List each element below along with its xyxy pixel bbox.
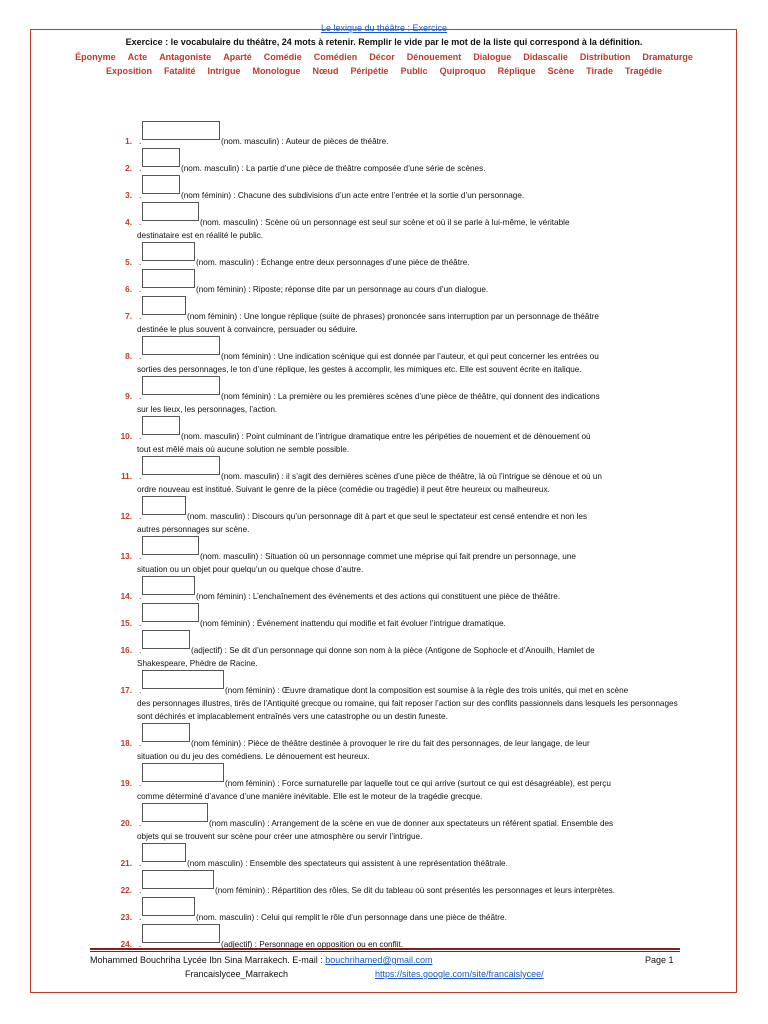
footer-divider (90, 951, 680, 952)
item-definition: (nom masculin) : Arrangement de la scène en vue de donner aux spectateurs un référent spatial. Ensemble des (209, 819, 614, 828)
item-definition-continued: objets qui se trouvent sur scène pour créer une atmosphère ou servir l’intrigue. (137, 832, 423, 841)
answer-field[interactable] (142, 803, 208, 822)
answer-field[interactable] (142, 456, 220, 475)
item-definition: (nom féminin) : Répartition des rôles. Se dit du tableau où sont présentés les personnages et leurs interprètes. (215, 886, 616, 895)
item-number: 8. (125, 352, 132, 361)
footer-divider (90, 948, 680, 950)
word-item: Décor (369, 52, 395, 62)
exercise-instruction: Exercice : le vocabulaire du théâtre, 24 mots à retenir. Remplir le vide par le mot de la liste qui correspond à la définition. (125, 37, 643, 47)
word-item: Tragédie (624, 66, 662, 76)
word-item: Antagoniste (159, 52, 212, 62)
item-number: 18. (120, 739, 132, 748)
answer-field[interactable] (142, 416, 180, 435)
word-item: Péripétie (350, 66, 389, 76)
answer-field[interactable] (142, 148, 180, 167)
item-number: 9. (125, 392, 132, 401)
item-definition: (nom féminin) : Événement inattendu qui modifie et fait évoluer l’intrigue dramatique. (200, 619, 506, 628)
item-definition: (nom. masculin) : Discours qu’un personnage dit à part et que seul le spectateur est censé entendre et non les (187, 512, 588, 521)
item-number: 5. (125, 258, 132, 267)
item-dot: . (139, 432, 142, 441)
item-definition: (nom féminin) : La première ou les premières scènes d’une pièce de théâtre, qui donnent des indications (221, 392, 600, 401)
item-dot: . (139, 592, 142, 601)
word-item: Quiproquo (439, 66, 486, 76)
item-number: 13. (120, 552, 132, 561)
footer-site-link[interactable] (375, 969, 544, 979)
answer-field[interactable] (142, 536, 199, 555)
footer-site-name: Francaislycee_Marrakech (185, 969, 289, 979)
answer-field[interactable] (142, 296, 186, 315)
word-item: Acte (127, 52, 148, 62)
item-number: 2. (125, 164, 132, 173)
item-dot: . (139, 552, 142, 561)
item-definition: (nom. masculin) : Scène où un personnage est seul sur scène et où il se parle à lui-même, le véritable (200, 218, 570, 227)
item-number: 16. (120, 646, 132, 655)
item-number: 7. (125, 312, 132, 321)
footer-page-number: Page 1 (645, 955, 674, 965)
item-dot: . (139, 779, 142, 788)
word-item: Dialogue (473, 52, 512, 62)
item-definition: (nom féminin) : Une longue réplique (suite de phrases) prononcée sans interruption par un personnage de théâtre (187, 312, 599, 321)
item-definition-continued: Shakespeare, Phèdre de Racine. (137, 659, 258, 668)
answer-field[interactable] (142, 336, 220, 355)
item-definition: (nom féminin) : Force surnaturelle par laquelle tout ce qui arrive (surtout ce qui est désagréable), est perçu (225, 779, 611, 788)
item-definition-continued: ordre nouveau est institué. Suivant le genre de la pièce (comédie ou tragédie) il peut être heureux ou malheureux. (137, 485, 550, 494)
item-definition: (adjectif) : Se dit d’un personnage qui donne son nom à la pièce (Antigone de Sophocle et d’Anouilh, Hamlet de (191, 646, 595, 655)
item-dot: . (139, 258, 142, 267)
word-item: Distribution (579, 52, 631, 62)
answer-field[interactable] (142, 897, 195, 916)
item-definition-continued: comme déterminé d’avance d’une manière inévitable. Elle est le moteur de la tragédie grecque. (137, 792, 483, 801)
item-definition: (nom. masculin) : il s’agit des dernières scènes d’une pièce de théâtre, là où l’intrigue se dénoue et où un (221, 472, 602, 481)
answer-field[interactable] (142, 576, 195, 595)
item-definition: (nom. masculin) : Celui qui remplit le rôle d’un personnage dans une pièce de théâtre. (196, 913, 507, 922)
item-dot: . (139, 646, 142, 655)
word-item: Didascalie (523, 52, 568, 62)
item-definition: (adjectif) : Personnage en opposition ou en conflit. (221, 940, 404, 949)
word-item: Aparté (223, 52, 252, 62)
item-dot: . (139, 392, 142, 401)
item-definition: (nom. masculin) : La partie d’une pièce de théâtre composée d’une série de scènes. (181, 164, 486, 173)
item-definition-continued: autres personnages sur scène. (137, 525, 250, 534)
answer-field[interactable] (142, 496, 186, 515)
answer-field[interactable] (142, 723, 190, 742)
footer-author (90, 955, 432, 965)
word-item: Éponyme (75, 52, 116, 62)
word-item: Dénouement (406, 52, 462, 62)
item-number: 20. (120, 819, 132, 828)
item-number: 3. (125, 191, 132, 200)
item-dot: . (139, 285, 142, 294)
item-dot: . (139, 512, 142, 521)
answer-field[interactable] (142, 202, 199, 221)
item-number: 22. (120, 886, 132, 895)
item-dot: . (139, 191, 142, 200)
item-definition: (nom masculin) : Ensemble des spectateurs qui assistent à une représentation théâtrale. (187, 859, 508, 868)
item-number: 1. (125, 137, 132, 146)
word-list (60, 50, 708, 78)
item-definition: (nom féminin) : Œuvre dramatique dont la composition est soumise à la règle des trois unités, qui met en scène (225, 686, 629, 695)
word-item: Nœud (312, 66, 339, 76)
word-item: Fatalité (164, 66, 196, 76)
item-dot: . (139, 472, 142, 481)
answer-field[interactable] (142, 175, 180, 194)
item-definition-continued: sur les lieux, les personnages, l’action. (137, 405, 278, 414)
word-item: Réplique (497, 66, 536, 76)
item-definition: (nom féminin) : L’enchaînement des événements et des actions qui constituent une pièce de théâtre. (196, 592, 561, 601)
item-number: 10. (120, 432, 132, 441)
item-number: 24. (120, 940, 132, 949)
item-number: 23. (120, 913, 132, 922)
item-definition: (nom. masculin) : Situation où un personnage commet une méprise qui fait prendre un personnage, une (200, 552, 576, 561)
item-definition-continued: situation ou un objet pour quelqu’un ou quelque chose d’autre. (137, 565, 364, 574)
item-dot: . (139, 312, 142, 321)
page-title[interactable]: Le lexique du théâtre : Exercice (320, 23, 448, 33)
item-definition-continued: sorties des personnages, le ton d’une réplique, les gestes à accomplir, les mimiques etc. Elle est souvent écrite en italique. (137, 365, 582, 374)
item-definition-continued: tout est mêlé mais où aucune solution ne semble possible. (137, 445, 350, 454)
word-item: Comédie (263, 52, 302, 62)
word-item: Tirade (586, 66, 613, 76)
item-number: 15. (120, 619, 132, 628)
item-definition: (nom féminin) : Une indication scénique qui est donnée par l’auteur, et qui peut concerner les entrées ou (221, 352, 599, 361)
answer-field[interactable] (142, 269, 195, 288)
word-item: Dramaturge (642, 52, 693, 62)
answer-field[interactable] (142, 870, 214, 889)
item-number: 14. (120, 592, 132, 601)
footer-site-url[interactable]: https://sites.google.com/site/francaislycee/ (375, 969, 544, 979)
answer-field[interactable] (142, 843, 186, 862)
item-number: 11. (121, 472, 132, 481)
item-number: 19. (120, 779, 132, 788)
item-dot: . (139, 859, 142, 868)
word-item: Public (400, 66, 428, 76)
answer-field[interactable] (142, 242, 195, 261)
item-definition: (nom féminin) : Pièce de théâtre destinée à provoquer le rire du fait des personnages, de leur langage, de leur (191, 739, 590, 748)
footer-email-link[interactable]: bouchrihamed@gmail.com (325, 955, 433, 965)
item-dot: . (139, 686, 142, 695)
word-item: Exposition (106, 66, 153, 76)
answer-field[interactable] (142, 924, 220, 943)
answer-field[interactable] (142, 376, 220, 395)
item-dot: . (139, 886, 142, 895)
word-item: Comédien (313, 52, 358, 62)
item-definition-continued: situation ou du jeu des comédiens. Le dénouement est heureux. (137, 752, 370, 761)
item-dot: . (139, 352, 142, 361)
item-definition: (nom féminin) : Riposte; réponse dite par un personnage au cours d’un dialogue. (196, 285, 489, 294)
item-definition-continued: des personnages illustres, tirés de l’Antiquité grecque ou romaine, qui fait reposer l’action sur des conflits passionnels dans lesquels les personnages sont déchirés et implacablement entraînés vers une catastrophe ou un destin funeste. (137, 699, 678, 721)
item-dot: . (139, 137, 142, 146)
word-item: Scène (547, 66, 575, 76)
footer-author-text: Mohammed Bouchriha Lycée Ibn Sina Marrakech. E-mail : (90, 955, 326, 965)
item-definition-continued: destinée le plus souvent à convaincre, persuader ou séduire. (137, 325, 358, 334)
item-number: 17. (120, 686, 132, 695)
answer-field[interactable] (142, 603, 199, 622)
item-definition: (nom féminin) : Chacune des subdivisions d’un acte entre l’entrée et la sortie d’un personnage. (181, 191, 525, 200)
answer-field[interactable] (142, 121, 220, 140)
item-definition-continued: destinataire est en réalité le public. (137, 231, 264, 240)
answer-field[interactable] (142, 763, 224, 782)
item-number: 6. (125, 285, 132, 294)
item-dot: . (139, 619, 142, 628)
word-item: Intrigue (207, 66, 241, 76)
item-dot: . (139, 164, 142, 173)
item-definition: (nom. masculin) : Auteur de pièces de théâtre. (221, 137, 389, 146)
item-dot: . (139, 739, 142, 748)
item-definition: (nom. masculin) : Point culminant de l’intrigue dramatique entre les péripéties de nouement et de dénouement où (181, 432, 591, 441)
item-number: 4. (125, 218, 132, 227)
item-dot: . (139, 913, 142, 922)
item-number: 21. (120, 859, 132, 868)
item-dot: . (139, 940, 142, 949)
item-definition: (nom. masculin) : Échange entre deux personnages d’une pièce de théâtre. (196, 258, 470, 267)
answer-field[interactable] (142, 670, 224, 689)
answer-field[interactable] (142, 630, 190, 649)
item-dot: . (139, 819, 142, 828)
word-item: Monologue (252, 66, 301, 76)
item-number: 12. (120, 512, 132, 521)
item-dot: . (139, 218, 142, 227)
